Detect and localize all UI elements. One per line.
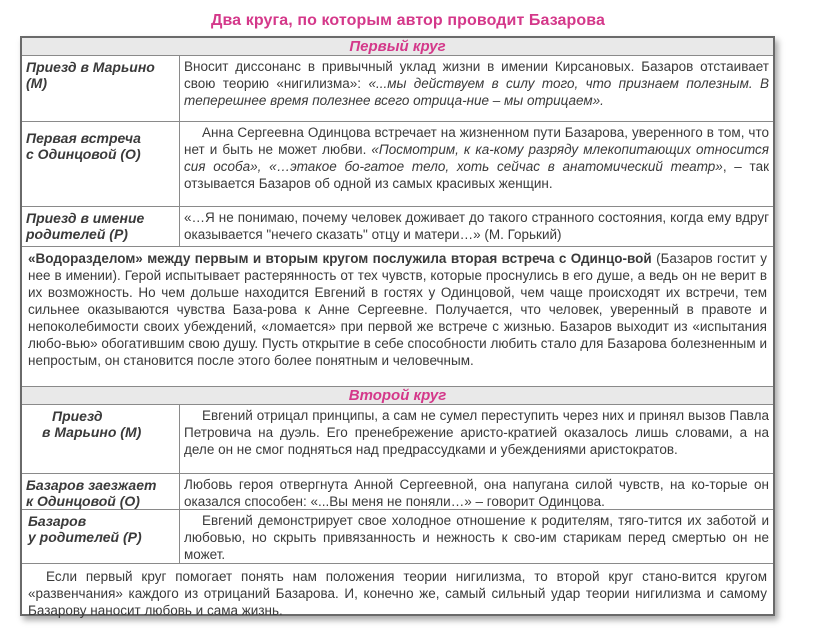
row-label — [22, 122, 180, 206]
table-row — [22, 474, 773, 510]
row-label-line: Приезд в Марьино — [26, 59, 155, 75]
row-description — [184, 56, 769, 109]
row-description — [184, 405, 769, 458]
watershed-block — [22, 247, 773, 387]
second-circle-heading: Второй круг — [22, 387, 773, 405]
row-description: «…Я не понимаю, почему человек доживает до такого странного состояния, когда ему вдруг оказывается "нечего сказать" отцу и матери…» (М. Горький) — [184, 210, 769, 242]
watershed-body: (Базаров гостит у нее в имении). Герой испытывает растерянность от тех чувств, которые проснулись в его душе, а ведь он не верит в их возможность. Но чем дольше находится Евгений в гостях у Одинцовой, чем чаще происходят их встречи, тем сильнее оказываются чувства База-рова к Анне Сергеевне. Получается, что человек, уверенный в правоте и непоколебимости своих убеждений, «ломается» при первой же встрече с жизнью. Базаров выходит из «испытания любо-вью» обогатившим свою душу. Пусть открытие в себе способности любить стало для Базарова болезненным и непростым, он становится после этого более понятным и человечным. — [28, 251, 767, 368]
conclusion-body: Если первый круг помогает понять нам положения теории нигилизма, то второй круг стано-вится кругом «развенчания» каждого из отрицаний Базарова. И, конечно же, самый сильный удар теории нигилизма и самому Базарову наносит любовь и сама жизнь. — [28, 569, 767, 618]
table-row — [22, 510, 773, 564]
table-row — [22, 56, 773, 122]
comparison-table — [20, 36, 775, 616]
watershed-text — [28, 250, 767, 369]
row-quote: «Посмотрим, к ка-кому разряду млекопитающих относится сия особа», «…этакое бо-гатое тело, хоть сейчас в анатомический театр» — [184, 142, 770, 174]
row-text: Евгений отрицал принципы, а сам не сумел переступить через них и принял вызов Павла Петровича на дуэль. Его пренебрежение аристо-кратией оказалось лишь словами, а на деле он не смог подняться над предрассудками и убеждениями аристократов. — [184, 408, 769, 457]
row-label — [22, 405, 180, 473]
row-text: Евгений демонстрирует свое холодное отношение к родителям, тяго-тится их заботой и любовью, но скрыть привязанность и нежность к сво-им старикам перед смертью он не может. — [184, 513, 769, 562]
row-label — [22, 207, 180, 246]
row-label-line: с Одинцовой (О) — [26, 146, 141, 162]
row-label-line: родителей (Р) — [26, 226, 128, 242]
row-description: Любовь героя отвергнута Анной Сергеевной, она напугана силой чувств, на ко-торые он оказался способен: «...Вы меня не поняли…» – говорит Одинцова. — [184, 477, 769, 509]
row-text: Анна Сергеевна Одинцова встречает на жизненном пути Базарова, уверенного в том, что нет и быть не может любви. — [184, 125, 769, 157]
row-label-line: (М) — [26, 75, 47, 91]
watershed-bold: «Водоразделом» между первым и вторым кругом послужила вторая встреча с Одинцо-вой — [28, 251, 652, 266]
row-label-line: Первая встреча — [26, 130, 141, 146]
row-label-line: к Одинцовой (О) — [26, 493, 140, 509]
table-row — [22, 122, 773, 207]
table-row — [22, 405, 773, 474]
row-tail: , – так отзывается Базаров об одной из самых красивых женщин. — [184, 159, 769, 191]
row-quote: «...мы действуем в силу того, что признаем полезным. В теперешнее время полезнее всего отрица-ние – мы отрицаем». — [184, 76, 769, 108]
table-row — [22, 207, 773, 247]
row-label-line: у родителей (Р) — [28, 529, 142, 545]
row-label-line: в Марьино (М) — [42, 424, 142, 440]
page-title: Два круга, по которым автор проводит Базарова — [210, 12, 606, 29]
row-label — [22, 56, 180, 121]
row-label-line: Приезд — [52, 408, 103, 424]
row-label-line: Базаров — [28, 513, 87, 529]
conclusion-text — [28, 568, 767, 619]
row-label — [22, 474, 180, 509]
first-circle-heading: Первый круг — [22, 38, 773, 56]
row-label-line: Базаров заезжает — [26, 477, 157, 493]
row-label — [22, 510, 180, 563]
row-description — [184, 122, 769, 192]
row-text: Вносит диссонанс в привычный уклад жизни в имении Кирсановых. Базаров отстаивает свою теорию «нигилизма»: — [184, 59, 769, 91]
row-label-line: Приезд в имение — [26, 210, 145, 226]
row-description — [184, 510, 769, 563]
